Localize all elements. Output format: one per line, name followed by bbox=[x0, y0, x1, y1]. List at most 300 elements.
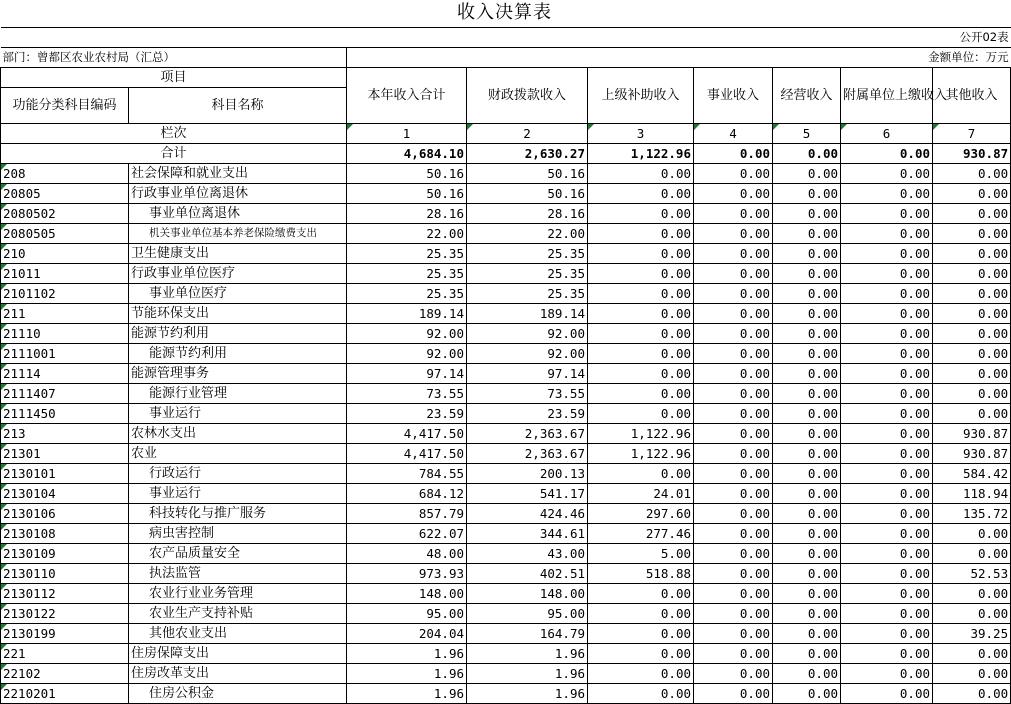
value-superior: 0.00 bbox=[588, 384, 694, 404]
table-row bbox=[1, 684, 1011, 704]
value-superior: 0.00 bbox=[588, 604, 694, 624]
subject-name: 住房改革支出 bbox=[129, 664, 347, 684]
value-fiscal: 189.14 bbox=[467, 304, 588, 324]
value-operating: 0.00 bbox=[773, 464, 841, 484]
subject-code: 2101102 bbox=[1, 284, 129, 304]
subject-name: 事业运行 bbox=[129, 404, 347, 424]
value-total: 4,417.50 bbox=[347, 424, 467, 444]
value-superior: 0.00 bbox=[588, 344, 694, 364]
header-code: 功能分类科目编码 bbox=[1, 88, 129, 124]
header-item: 项目 bbox=[1, 68, 347, 88]
subject-name: 节能环保支出 bbox=[129, 304, 347, 324]
value-operating: 0.00 bbox=[773, 684, 841, 704]
total-cell: 0.00 bbox=[773, 144, 841, 164]
subject-name: 能源节约利用 bbox=[129, 344, 347, 364]
unit-label: 金额单位：万元 bbox=[347, 48, 1011, 68]
header-col4: 事业收入 bbox=[694, 68, 773, 124]
value-other: 0.00 bbox=[933, 384, 1011, 404]
value-other: 584.42 bbox=[933, 464, 1011, 484]
value-other: 0.00 bbox=[933, 644, 1011, 664]
value-affiliated: 0.00 bbox=[841, 664, 933, 684]
value-business: 0.00 bbox=[694, 464, 773, 484]
value-operating: 0.00 bbox=[773, 664, 841, 684]
subject-name: 农业 bbox=[129, 444, 347, 464]
value-operating: 0.00 bbox=[773, 264, 841, 284]
value-operating: 0.00 bbox=[773, 164, 841, 184]
header-col2: 财政拨款收入 bbox=[467, 68, 588, 124]
table-row bbox=[1, 424, 1011, 444]
value-operating: 0.00 bbox=[773, 244, 841, 264]
value-superior: 0.00 bbox=[588, 264, 694, 284]
value-superior: 1,122.96 bbox=[588, 444, 694, 464]
value-total: 22.00 bbox=[347, 224, 467, 244]
value-total: 189.14 bbox=[347, 304, 467, 324]
value-operating: 0.00 bbox=[773, 624, 841, 644]
subject-code: 2111001 bbox=[1, 344, 129, 364]
subject-name: 能源节约利用 bbox=[129, 324, 347, 344]
value-total: 50.16 bbox=[347, 164, 467, 184]
value-total: 28.16 bbox=[347, 204, 467, 224]
subject-code: 21114 bbox=[1, 364, 129, 384]
table-row bbox=[1, 604, 1011, 624]
table-row bbox=[1, 224, 1011, 244]
value-fiscal: 200.13 bbox=[467, 464, 588, 484]
subject-name: 能源行业管理 bbox=[129, 384, 347, 404]
value-affiliated: 0.00 bbox=[841, 324, 933, 344]
value-fiscal: 23.59 bbox=[467, 404, 588, 424]
value-operating: 0.00 bbox=[773, 364, 841, 384]
value-total: 857.79 bbox=[347, 504, 467, 524]
subject-code: 2130104 bbox=[1, 484, 129, 504]
col-number-7: 7 bbox=[933, 124, 1011, 144]
subject-name: 卫生健康支出 bbox=[129, 244, 347, 264]
value-affiliated: 0.00 bbox=[841, 304, 933, 324]
value-fiscal: 2,363.67 bbox=[467, 444, 588, 464]
value-superior: 0.00 bbox=[588, 664, 694, 684]
subject-name: 行政事业单位离退休 bbox=[129, 184, 347, 204]
table-row bbox=[1, 384, 1011, 404]
table-row bbox=[1, 304, 1011, 324]
value-superior: 0.00 bbox=[588, 284, 694, 304]
subject-code: 211 bbox=[1, 304, 129, 324]
value-fiscal: 1.96 bbox=[467, 684, 588, 704]
subject-name: 执法监管 bbox=[129, 564, 347, 584]
value-superior: 0.00 bbox=[588, 464, 694, 484]
value-superior: 0.00 bbox=[588, 204, 694, 224]
value-affiliated: 0.00 bbox=[841, 544, 933, 564]
value-superior: 0.00 bbox=[588, 624, 694, 644]
value-business: 0.00 bbox=[694, 204, 773, 224]
value-total: 25.35 bbox=[347, 244, 467, 264]
value-fiscal: 92.00 bbox=[467, 344, 588, 364]
value-fiscal: 22.00 bbox=[467, 224, 588, 244]
value-fiscal: 1.96 bbox=[467, 664, 588, 684]
value-business: 0.00 bbox=[694, 564, 773, 584]
total-cell: 930.87 bbox=[933, 144, 1011, 164]
value-superior: 0.00 bbox=[588, 324, 694, 344]
subject-name: 农业生产支持补贴 bbox=[129, 604, 347, 624]
value-business: 0.00 bbox=[694, 264, 773, 284]
total-cell: 1,122.96 bbox=[588, 144, 694, 164]
table-row bbox=[1, 464, 1011, 484]
value-superior: 0.00 bbox=[588, 644, 694, 664]
value-affiliated: 0.00 bbox=[841, 204, 933, 224]
subject-code: 21301 bbox=[1, 444, 129, 464]
value-operating: 0.00 bbox=[773, 184, 841, 204]
table-row bbox=[1, 204, 1011, 224]
subject-code: 2080502 bbox=[1, 204, 129, 224]
subject-name: 科技转化与推广服务 bbox=[129, 504, 347, 524]
value-affiliated: 0.00 bbox=[841, 384, 933, 404]
subject-name: 住房保障支出 bbox=[129, 644, 347, 664]
value-fiscal: 28.16 bbox=[467, 204, 588, 224]
table-row bbox=[1, 344, 1011, 364]
value-affiliated: 0.00 bbox=[841, 344, 933, 364]
report-title: 收入决算表 bbox=[457, 2, 552, 23]
value-fiscal: 50.16 bbox=[467, 184, 588, 204]
value-affiliated: 0.00 bbox=[841, 464, 933, 484]
value-superior: 0.00 bbox=[588, 224, 694, 244]
subject-name: 事业单位医疗 bbox=[129, 284, 347, 304]
value-affiliated: 0.00 bbox=[841, 604, 933, 624]
subject-code: 20805 bbox=[1, 184, 129, 204]
value-total: 97.14 bbox=[347, 364, 467, 384]
subject-code: 221 bbox=[1, 644, 129, 664]
value-superior: 1,122.96 bbox=[588, 424, 694, 444]
subject-code: 2130108 bbox=[1, 524, 129, 544]
subject-name: 病虫害控制 bbox=[129, 524, 347, 544]
table-row bbox=[1, 164, 1011, 184]
col-number-5: 5 bbox=[773, 124, 841, 144]
value-affiliated: 0.00 bbox=[841, 264, 933, 284]
subject-code: 22102 bbox=[1, 664, 129, 684]
value-operating: 0.00 bbox=[773, 404, 841, 424]
value-total: 50.16 bbox=[347, 184, 467, 204]
value-other: 0.00 bbox=[933, 164, 1011, 184]
value-affiliated: 0.00 bbox=[841, 224, 933, 244]
value-superior: 0.00 bbox=[588, 404, 694, 424]
value-fiscal: 92.00 bbox=[467, 324, 588, 344]
table-row bbox=[1, 544, 1011, 564]
value-affiliated: 0.00 bbox=[841, 444, 933, 464]
col-number-4: 4 bbox=[694, 124, 773, 144]
value-business: 0.00 bbox=[694, 424, 773, 444]
value-fiscal: 95.00 bbox=[467, 604, 588, 624]
value-other: 930.87 bbox=[933, 424, 1011, 444]
subject-code: 2111450 bbox=[1, 404, 129, 424]
value-operating: 0.00 bbox=[773, 304, 841, 324]
subject-code: 2130101 bbox=[1, 464, 129, 484]
income-table bbox=[0, 27, 1011, 704]
value-business: 0.00 bbox=[694, 344, 773, 364]
value-business: 0.00 bbox=[694, 384, 773, 404]
subject-code: 21110 bbox=[1, 324, 129, 344]
col-number-3: 3 bbox=[588, 124, 694, 144]
subject-code: 213 bbox=[1, 424, 129, 444]
value-business: 0.00 bbox=[694, 184, 773, 204]
value-affiliated: 0.00 bbox=[841, 364, 933, 384]
subject-name: 社会保障和就业支出 bbox=[129, 164, 347, 184]
subject-code: 2130109 bbox=[1, 544, 129, 564]
value-other: 0.00 bbox=[933, 524, 1011, 544]
value-fiscal: 25.35 bbox=[467, 264, 588, 284]
value-other: 930.87 bbox=[933, 444, 1011, 464]
value-superior: 0.00 bbox=[588, 364, 694, 384]
value-operating: 0.00 bbox=[773, 204, 841, 224]
total-cell: 2,630.27 bbox=[467, 144, 588, 164]
value-other: 0.00 bbox=[933, 224, 1011, 244]
subject-code: 2130110 bbox=[1, 564, 129, 584]
value-business: 0.00 bbox=[694, 224, 773, 244]
value-total: 95.00 bbox=[347, 604, 467, 624]
value-other: 0.00 bbox=[933, 324, 1011, 344]
table-row bbox=[1, 284, 1011, 304]
value-total: 1.96 bbox=[347, 644, 467, 664]
col-number-6: 6 bbox=[841, 124, 933, 144]
value-business: 0.00 bbox=[694, 304, 773, 324]
total-cell: 0.00 bbox=[694, 144, 773, 164]
value-total: 25.35 bbox=[347, 284, 467, 304]
value-fiscal: 25.35 bbox=[467, 244, 588, 264]
value-fiscal: 50.16 bbox=[467, 164, 588, 184]
value-other: 118.94 bbox=[933, 484, 1011, 504]
col-number-2: 2 bbox=[467, 124, 588, 144]
value-superior: 0.00 bbox=[588, 684, 694, 704]
value-affiliated: 0.00 bbox=[841, 564, 933, 584]
value-affiliated: 0.00 bbox=[841, 644, 933, 664]
value-operating: 0.00 bbox=[773, 584, 841, 604]
value-affiliated: 0.00 bbox=[841, 584, 933, 604]
value-affiliated: 0.00 bbox=[841, 164, 933, 184]
value-superior: 0.00 bbox=[588, 184, 694, 204]
header-col5: 经营收入 bbox=[773, 68, 841, 124]
value-total: 73.55 bbox=[347, 384, 467, 404]
value-fiscal: 2,363.67 bbox=[467, 424, 588, 444]
value-other: 0.00 bbox=[933, 264, 1011, 284]
value-operating: 0.00 bbox=[773, 424, 841, 444]
subject-name: 行政事业单位医疗 bbox=[129, 264, 347, 284]
subject-name: 机关事业单位基本养老保险缴费支出 bbox=[129, 224, 347, 244]
subject-code: 2130199 bbox=[1, 624, 129, 644]
table-row bbox=[1, 444, 1011, 464]
subject-code: 2130112 bbox=[1, 584, 129, 604]
value-fiscal: 43.00 bbox=[467, 544, 588, 564]
value-affiliated: 0.00 bbox=[841, 404, 933, 424]
table-row bbox=[1, 244, 1011, 264]
form-number: 公开02表 bbox=[1, 28, 1011, 48]
value-total: 1.96 bbox=[347, 664, 467, 684]
value-operating: 0.00 bbox=[773, 564, 841, 584]
value-superior: 0.00 bbox=[588, 304, 694, 324]
header-col6: 附属单位上缴收入 bbox=[841, 68, 933, 124]
value-total: 684.12 bbox=[347, 484, 467, 504]
value-affiliated: 0.00 bbox=[841, 524, 933, 544]
value-fiscal: 424.46 bbox=[467, 504, 588, 524]
value-affiliated: 0.00 bbox=[841, 244, 933, 264]
subject-code: 21011 bbox=[1, 264, 129, 284]
value-other: 0.00 bbox=[933, 284, 1011, 304]
value-business: 0.00 bbox=[694, 284, 773, 304]
total-cell: 4,684.10 bbox=[347, 144, 467, 164]
table-row bbox=[1, 364, 1011, 384]
value-operating: 0.00 bbox=[773, 604, 841, 624]
value-superior: 0.00 bbox=[588, 244, 694, 264]
value-business: 0.00 bbox=[694, 504, 773, 524]
value-other: 0.00 bbox=[933, 204, 1011, 224]
value-operating: 0.00 bbox=[773, 284, 841, 304]
table-row bbox=[1, 184, 1011, 204]
value-business: 0.00 bbox=[694, 664, 773, 684]
table-row bbox=[1, 504, 1011, 524]
subject-code: 2080505 bbox=[1, 224, 129, 244]
value-fiscal: 541.17 bbox=[467, 484, 588, 504]
header-col1: 本年收入合计 bbox=[347, 68, 467, 124]
value-fiscal: 402.51 bbox=[467, 564, 588, 584]
col-number-1: 1 bbox=[347, 124, 467, 144]
value-operating: 0.00 bbox=[773, 444, 841, 464]
table-row bbox=[1, 404, 1011, 424]
table-row bbox=[1, 484, 1011, 504]
total-cell: 0.00 bbox=[841, 144, 933, 164]
value-business: 0.00 bbox=[694, 444, 773, 464]
subject-name: 行政运行 bbox=[129, 464, 347, 484]
value-fiscal: 1.96 bbox=[467, 644, 588, 664]
value-operating: 0.00 bbox=[773, 644, 841, 664]
value-business: 0.00 bbox=[694, 604, 773, 624]
subject-name: 事业运行 bbox=[129, 484, 347, 504]
value-business: 0.00 bbox=[694, 584, 773, 604]
value-total: 4,417.50 bbox=[347, 444, 467, 464]
value-other: 0.00 bbox=[933, 684, 1011, 704]
subject-code: 2111407 bbox=[1, 384, 129, 404]
value-affiliated: 0.00 bbox=[841, 424, 933, 444]
subject-code: 210 bbox=[1, 244, 129, 264]
total-label: 合计 bbox=[1, 144, 347, 164]
subject-name: 其他农业支出 bbox=[129, 624, 347, 644]
value-total: 622.07 bbox=[347, 524, 467, 544]
value-operating: 0.00 bbox=[773, 344, 841, 364]
value-total: 92.00 bbox=[347, 324, 467, 344]
value-other: 0.00 bbox=[933, 404, 1011, 424]
value-business: 0.00 bbox=[694, 324, 773, 344]
subject-code: 2210201 bbox=[1, 684, 129, 704]
value-operating: 0.00 bbox=[773, 324, 841, 344]
value-affiliated: 0.00 bbox=[841, 504, 933, 524]
table-row bbox=[1, 664, 1011, 684]
value-other: 0.00 bbox=[933, 544, 1011, 564]
table-row bbox=[1, 524, 1011, 544]
value-superior: 277.46 bbox=[588, 524, 694, 544]
value-total: 148.00 bbox=[347, 584, 467, 604]
value-affiliated: 0.00 bbox=[841, 484, 933, 504]
value-total: 973.93 bbox=[347, 564, 467, 584]
value-total: 784.55 bbox=[347, 464, 467, 484]
subject-code: 208 bbox=[1, 164, 129, 184]
value-fiscal: 148.00 bbox=[467, 584, 588, 604]
value-fiscal: 164.79 bbox=[467, 624, 588, 644]
value-operating: 0.00 bbox=[773, 544, 841, 564]
department-label: 部门：曾都区农业农村局（汇总） bbox=[1, 48, 347, 68]
value-business: 0.00 bbox=[694, 404, 773, 424]
value-other: 39.25 bbox=[933, 624, 1011, 644]
value-operating: 0.00 bbox=[773, 384, 841, 404]
value-affiliated: 0.00 bbox=[841, 284, 933, 304]
header-col7: 其他收入 bbox=[933, 68, 1011, 124]
value-superior: 518.88 bbox=[588, 564, 694, 584]
value-business: 0.00 bbox=[694, 484, 773, 504]
value-total: 23.59 bbox=[347, 404, 467, 424]
subject-code: 2130106 bbox=[1, 504, 129, 524]
table-row bbox=[1, 324, 1011, 344]
value-operating: 0.00 bbox=[773, 484, 841, 504]
value-affiliated: 0.00 bbox=[841, 684, 933, 704]
value-superior: 297.60 bbox=[588, 504, 694, 524]
value-total: 92.00 bbox=[347, 344, 467, 364]
header-col3: 上级补助收入 bbox=[588, 68, 694, 124]
value-fiscal: 25.35 bbox=[467, 284, 588, 304]
value-other: 0.00 bbox=[933, 184, 1011, 204]
value-operating: 0.00 bbox=[773, 524, 841, 544]
header-row-number: 栏次 bbox=[1, 124, 347, 144]
value-business: 0.00 bbox=[694, 164, 773, 184]
value-superior: 0.00 bbox=[588, 584, 694, 604]
value-affiliated: 0.00 bbox=[841, 184, 933, 204]
value-other: 0.00 bbox=[933, 344, 1011, 364]
value-business: 0.00 bbox=[694, 524, 773, 544]
value-other: 135.72 bbox=[933, 504, 1011, 524]
subject-code: 2130122 bbox=[1, 604, 129, 624]
subject-name: 能源管理事务 bbox=[129, 364, 347, 384]
value-fiscal: 97.14 bbox=[467, 364, 588, 384]
table-row bbox=[1, 644, 1011, 664]
value-other: 52.53 bbox=[933, 564, 1011, 584]
value-business: 0.00 bbox=[694, 684, 773, 704]
table-row bbox=[1, 584, 1011, 604]
value-operating: 0.00 bbox=[773, 224, 841, 244]
value-other: 0.00 bbox=[933, 604, 1011, 624]
value-total: 25.35 bbox=[347, 264, 467, 284]
header-subject: 科目名称 bbox=[129, 88, 347, 124]
value-other: 0.00 bbox=[933, 304, 1011, 324]
table-row bbox=[1, 264, 1011, 284]
subject-name: 农林水支出 bbox=[129, 424, 347, 444]
value-operating: 0.00 bbox=[773, 504, 841, 524]
subject-name: 农产品质量安全 bbox=[129, 544, 347, 564]
value-other: 0.00 bbox=[933, 664, 1011, 684]
subject-name: 农业行业业务管理 bbox=[129, 584, 347, 604]
value-other: 0.00 bbox=[933, 584, 1011, 604]
subject-name: 事业单位离退休 bbox=[129, 204, 347, 224]
value-business: 0.00 bbox=[694, 624, 773, 644]
value-superior: 24.01 bbox=[588, 484, 694, 504]
value-business: 0.00 bbox=[694, 644, 773, 664]
total-row bbox=[1, 144, 1011, 164]
value-total: 1.96 bbox=[347, 684, 467, 704]
value-total: 204.04 bbox=[347, 624, 467, 644]
value-other: 0.00 bbox=[933, 244, 1011, 264]
table-body bbox=[1, 28, 1011, 704]
value-fiscal: 73.55 bbox=[467, 384, 588, 404]
value-business: 0.00 bbox=[694, 364, 773, 384]
value-fiscal: 344.61 bbox=[467, 524, 588, 544]
table-row bbox=[1, 624, 1011, 644]
value-total: 48.00 bbox=[347, 544, 467, 564]
value-superior: 0.00 bbox=[588, 164, 694, 184]
value-other: 0.00 bbox=[933, 364, 1011, 384]
value-superior: 5.00 bbox=[588, 544, 694, 564]
subject-name: 住房公积金 bbox=[129, 684, 347, 704]
value-affiliated: 0.00 bbox=[841, 624, 933, 644]
